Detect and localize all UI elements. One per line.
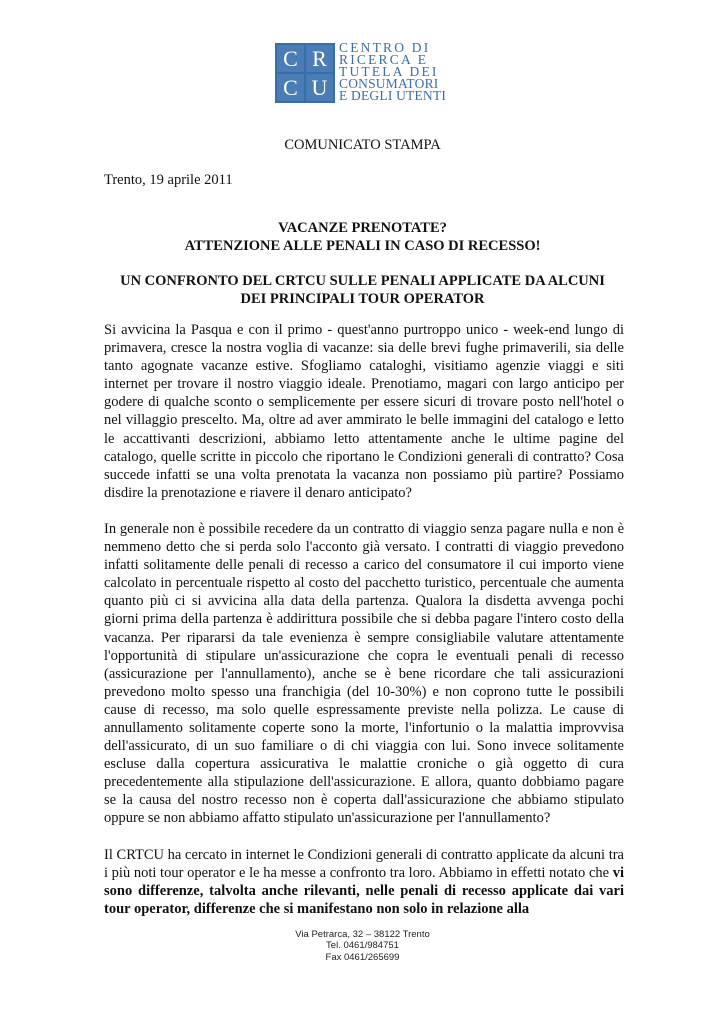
press-release-label: COMUNICATO STAMPA xyxy=(284,137,441,153)
footer-street: Via Petrarca, 32 – 38122 Trento xyxy=(295,929,430,940)
logo-mark xyxy=(275,43,335,103)
logo-line-4: CONSUMATORI xyxy=(339,76,439,91)
logo-letter-r: R xyxy=(306,45,333,72)
logo-line-3: TUTELA DEI xyxy=(339,64,439,79)
logo-letter-c1: C xyxy=(277,45,304,72)
headline-sub xyxy=(0,273,725,308)
headline-main-line-2: ATTENZIONE ALLE PENALI IN CASO DI RECESSO! xyxy=(184,237,541,254)
headline-main xyxy=(0,220,725,255)
footer-address xyxy=(0,929,725,963)
headline-main-line-1: VACANZE PRENOTATE? xyxy=(278,220,447,236)
logo-line-5: E DEGLI UTENTI xyxy=(339,88,447,103)
footer-fax: Fax 0461/265699 xyxy=(325,951,400,963)
logo-line-2: RICERCA E xyxy=(339,52,429,67)
logo-letter-u: U xyxy=(306,74,333,101)
paragraph-3-bold: vi sono differenze, talvolta anche rilevanti, nelle penali di recesso applicate dai vari tour operator, differenze che si manifestano non solo in relazione alla xyxy=(104,864,624,917)
headline-sub-line-2: DEI PRINCIPALI TOUR OPERATOR xyxy=(240,290,485,307)
logo-wordmark xyxy=(339,42,446,102)
headline-sub-line-1: UN CONFRONTO DEL CRTCU SULLE PENALI APPLICATE DA ALCUNI xyxy=(120,273,605,289)
footer-phone: Tel. 0461/984751 xyxy=(326,940,399,952)
paragraph-2: In generale non è possibile recedere da un contratto di viaggio senza pagare nulla e non è nemmeno detto che si perda solo l'acconto già versato. I contratti di viaggio prevedono infatti solitamente delle penali di recesso a carico del consumatore il cui importo viene calcolato in percentuale rispetto al costo del pacchetto turistico, percentuale che aumenta quanto più ci si avvicina alla data della partenza. Qualora la disdetta avvenga pochi giorni prima della partenza è addirittura possibile che si debba pagare l'intero costo della vacanza. Per ripararsi da tale evenienza è sempre consigliabile valutare attentamente l'opportunità di stipulare un'assicurazione che copra le eventuali penali di recesso (assicurazione per l'annullamento), anche se è bene ricordare che tali assicurazioni prevedono molto spesso una franchigia (del 10-30%) e non coprono tutte le possibili cause di recesso, ma solo quelle espressamente previste nella polizza. Le cause di annullamento solitamente coperte sono la morte, l'infortunio o la malattia improvvisa dell'assicurato, di un suo familiare o di chi viaggia con lui. Sono invece solitamente escluse dalla copertura assicurativa le malattie croniche o già oggetto di cura precedentemente alla stipulazione dell'assicurazione. E allora, quanto dobbiamo pagare se la causa del nostro recesso non è coperta dall'assicurazione che abbiamo stipulato oppure se non abbiamo affatto stipulato un'assicurazione per l'annullamento? xyxy=(104,520,624,827)
date-line: Trento, 19 aprile 2011 xyxy=(104,172,233,188)
body-text xyxy=(104,321,624,936)
crtcu-logo xyxy=(275,40,447,103)
paragraph-3-plain: Il CRTCU ha cercato in internet le Condizioni generali di contratto applicate da alcuni tra i più noti tour operator e le ha messe a confronto tra loro. Abbiamo in effetti notato che xyxy=(104,846,624,881)
paragraph-1: Si avvicina la Pasqua e con il primo - quest'anno purtroppo unico - week-end lungo di primavera, cresce la nostra voglia di vacanze: sia delle brevi fughe primaverili, sia delle tanto agognate vacanze estive. Sfogliamo cataloghi, visitiamo agenzie viaggi e siti internet per trovare il nostro viaggio ideale. Prenotiamo, magari con largo anticipo per godere di qualche sconto o semplicemente per essere sicuri di trovare posto nell'hotel o nel villaggio prescelto. Ma, oltre ad aver ammirato le belle immagini del catalogo e letto le accattivanti descrizioni, abbiamo letto attentamente anche le ultime pagine del catalogo, quelle scritte in piccolo che riportano le Condizioni generali di contratto? Cosa succede infatti se una volta prenotata la vacanza non possiamo più partire? Possiamo disdire la prenotazione e riavere il denaro anticipato? xyxy=(104,322,624,501)
paragraph-3 xyxy=(104,846,624,918)
logo-letter-c2: C xyxy=(277,74,304,101)
logo-line-1: CENTRO DI xyxy=(339,40,431,55)
